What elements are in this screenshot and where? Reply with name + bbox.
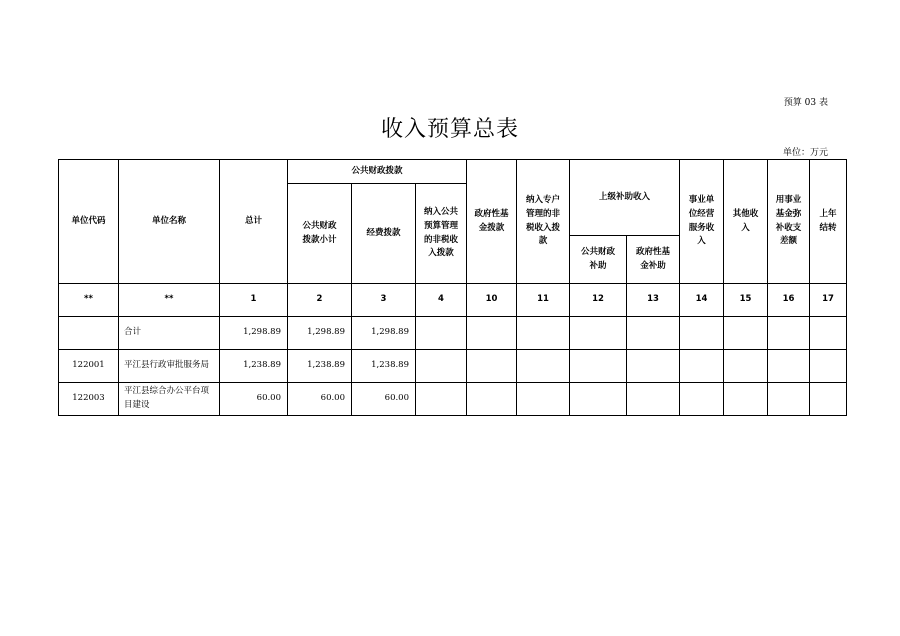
- cell-total: 1,238.89: [220, 350, 288, 383]
- table-row: [59, 383, 847, 416]
- cell-unit-name: 平江县行政审批服务局: [119, 350, 220, 383]
- cell-empty: [517, 317, 570, 350]
- cell-empty: [810, 350, 847, 383]
- index-cell: 17: [810, 284, 847, 317]
- cell-unit-code: [59, 317, 119, 350]
- header-unit-code: 单位代码: [59, 160, 119, 284]
- index-cell: 15: [724, 284, 768, 317]
- index-cell: 14: [680, 284, 724, 317]
- header-total: 总计: [220, 160, 288, 284]
- cell-unit-code: 122003: [59, 383, 119, 416]
- form-number: 预算 03 表: [783, 98, 828, 108]
- cell-empty: [724, 383, 768, 416]
- header-non-tax-in-budget: 纳入公共预算管理的非税收入拨款: [416, 184, 467, 284]
- cell-operating-funds: 1,238.89: [352, 350, 416, 383]
- header-public-fiscal-subtotal: 公共财政拨款小计: [288, 184, 352, 284]
- cell-empty: [627, 350, 680, 383]
- header-carryover: 上年结转: [810, 160, 847, 284]
- index-cell: 10: [467, 284, 517, 317]
- header-superior-subsidy: 上级补助收入: [570, 160, 680, 236]
- index-cell: 1: [220, 284, 288, 317]
- header-non-tax-special: 纳入专户管理的非税收入拨款: [517, 160, 570, 284]
- index-cell: **: [119, 284, 220, 317]
- header-other: 其他收入: [724, 160, 768, 284]
- cell-empty: [768, 317, 810, 350]
- page-title: 收入预算总表: [380, 117, 519, 142]
- cell-empty: [627, 383, 680, 416]
- cell-empty: [416, 317, 467, 350]
- cell-empty: [416, 383, 467, 416]
- cell-empty: [768, 383, 810, 416]
- header-public-fiscal: 公共财政拨款: [288, 160, 467, 184]
- cell-public-fiscal-subtotal: 1,298.89: [288, 317, 352, 350]
- index-cell: 11: [517, 284, 570, 317]
- header-gov-fund: 政府性基金拨款: [467, 160, 517, 284]
- index-cell: **: [59, 284, 119, 317]
- cell-empty: [517, 383, 570, 416]
- cell-empty: [768, 350, 810, 383]
- cell-empty: [416, 350, 467, 383]
- cell-empty: [680, 350, 724, 383]
- cell-empty: [627, 317, 680, 350]
- cell-empty: [467, 383, 517, 416]
- index-row: [59, 284, 847, 317]
- cell-empty: [570, 383, 627, 416]
- cell-total: 1,298.89: [220, 317, 288, 350]
- cell-empty: [680, 383, 724, 416]
- cell-empty: [724, 317, 768, 350]
- header-unit-name: 单位名称: [119, 160, 220, 284]
- header-business-service: 事业单位经营服务收入: [680, 160, 724, 284]
- cell-empty: [570, 317, 627, 350]
- index-cell: 3: [352, 284, 416, 317]
- cell-empty: [724, 350, 768, 383]
- cell-empty: [517, 350, 570, 383]
- cell-empty: [467, 350, 517, 383]
- unit-label: 单位：万元: [782, 148, 828, 158]
- cell-empty: [570, 350, 627, 383]
- cell-operating-funds: 1,298.89: [352, 317, 416, 350]
- cell-operating-funds: 60.00: [352, 383, 416, 416]
- index-cell: 13: [627, 284, 680, 317]
- cell-unit-name: 合计: [119, 317, 220, 350]
- cell-public-fiscal-subtotal: 60.00: [288, 383, 352, 416]
- header-business-fund-gap: 用事业基金弥补收支差额: [768, 160, 810, 284]
- index-cell: 2: [288, 284, 352, 317]
- revenue-budget-table: [58, 159, 847, 416]
- index-cell: 16: [768, 284, 810, 317]
- cell-unit-code: 122001: [59, 350, 119, 383]
- cell-empty: [810, 317, 847, 350]
- header-superior-gov-fund: 政府性基金补助: [627, 236, 680, 284]
- cell-empty: [810, 383, 847, 416]
- table-row: [59, 317, 847, 350]
- cell-total: 60.00: [220, 383, 288, 416]
- cell-unit-name: 平江县综合办公平台项目建设: [119, 383, 220, 416]
- header-superior-public-fiscal: 公共财政补助: [570, 236, 627, 284]
- cell-public-fiscal-subtotal: 1,238.89: [288, 350, 352, 383]
- table-row: [59, 350, 847, 383]
- index-cell: 12: [570, 284, 627, 317]
- cell-empty: [467, 317, 517, 350]
- header-operating-funds: 经费拨款: [352, 184, 416, 284]
- index-cell: 4: [416, 284, 467, 317]
- cell-empty: [680, 317, 724, 350]
